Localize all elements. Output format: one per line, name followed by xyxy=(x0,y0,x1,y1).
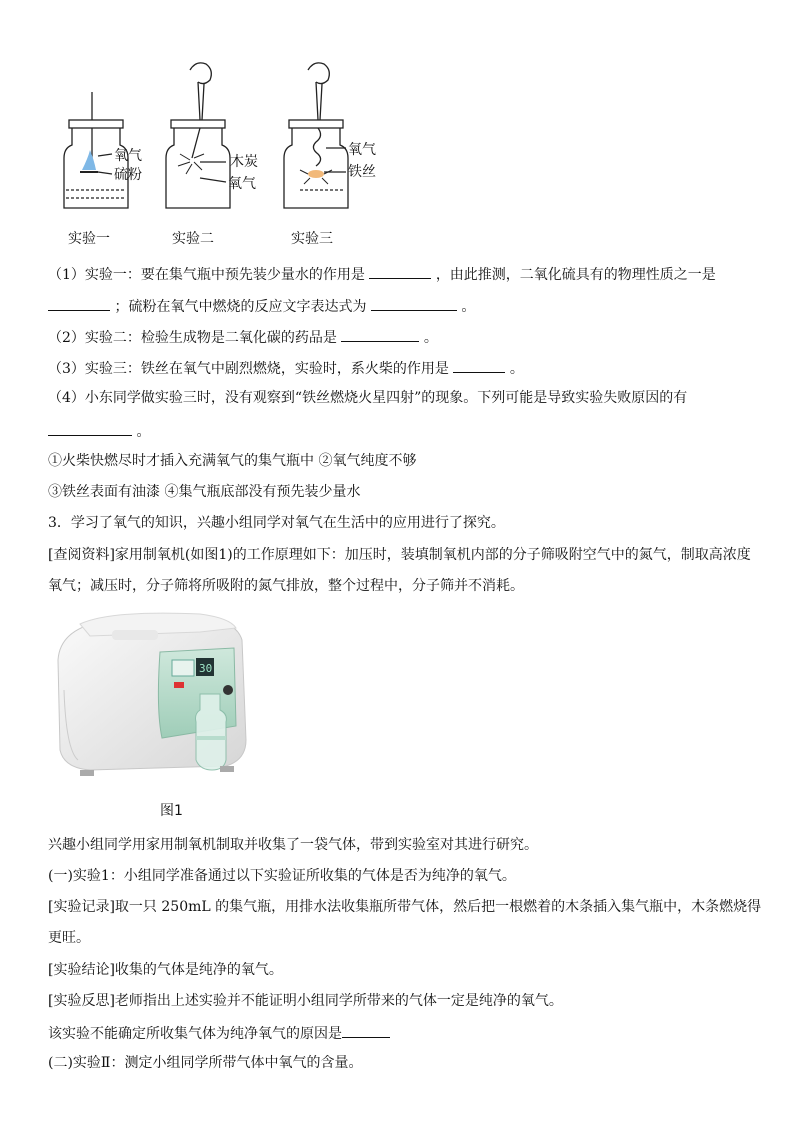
q4-text: （4）小东同学做实验三时，没有观察到“铁丝燃烧火星四射”的现象。下列可能是导致实验失败原因的有 xyxy=(48,390,688,406)
label-exp3-iron: 铁丝 xyxy=(348,164,376,180)
q2-end: 。 xyxy=(423,330,438,346)
q4-end: 。 xyxy=(136,424,151,440)
bottle-exp2 xyxy=(166,63,230,208)
caption-exp3: 实验三 xyxy=(291,231,333,247)
caption-exp2: 实验二 xyxy=(172,231,214,247)
q1-text-b: ，由此推测，二氧化硫具有的物理性质之一是 xyxy=(435,267,716,283)
p3-line-g: (二)实验Ⅱ：测定小组同学所带气体中氧气的含量。 xyxy=(48,1055,363,1071)
p3-line-f xyxy=(48,1023,390,1043)
label-exp2-charcoal: 木炭 xyxy=(230,154,258,170)
q2-blank[interactable] xyxy=(341,327,419,342)
q4-options-1: ①火柴快燃尽时才插入充满氧气的集气瓶中 ②氧气纯度不够 xyxy=(48,453,417,469)
label-exp2-oxygen: 氧气 xyxy=(228,176,256,192)
oxygen-concentrator-image xyxy=(50,610,260,790)
label-exp3-oxygen: 氧气 xyxy=(348,142,376,158)
q2-line xyxy=(48,327,438,347)
q1-blank-2[interactable] xyxy=(48,296,110,311)
q1-blank-1[interactable] xyxy=(369,264,431,279)
q1-text-a: （1）实验一：要在集气瓶中预先装少量水的作用是 xyxy=(48,267,365,283)
q4-blank[interactable] xyxy=(48,421,132,436)
q4-options-2: ③铁丝表面有油漆 ④集气瓶底部没有预先装少量水 xyxy=(48,484,361,500)
q4-answer-line xyxy=(48,421,150,441)
p3-line-a: 兴趣小组同学用家用制氧机制取并收集了一袋气体，带到实验室对其进行研究。 xyxy=(48,837,538,853)
q1-end: 。 xyxy=(461,299,476,315)
q1-text-c: ；硫粉在氧气中燃烧的反应文字表达式为 xyxy=(114,299,367,315)
p3-blank-f[interactable] xyxy=(342,1023,390,1038)
p3-line-b: (一)实验1：小组同学准备通过以下实验证所收集的气体是否为纯净的氧气。 xyxy=(48,868,516,884)
figure-1-caption: 图1 xyxy=(160,803,183,819)
p3-line-c1: [实验记录]取一只 250mL 的集气瓶，用排水法收集瓶所带气体，然后把一根燃着的木条插入集气瓶中，木条燃烧得 xyxy=(48,899,762,915)
q1-line2 xyxy=(48,296,475,316)
p3-line-d: [实验结论]收集的气体是纯净的氧气。 xyxy=(48,962,283,978)
p3-info-2: 氧气；减压时，分子筛将所吸附的氮气排放，整个过程中，分子筛并不消耗。 xyxy=(48,578,524,594)
p3-title: 3．学习了氧气的知识，兴趣小组同学对氧气在生活中的应用进行了探究。 xyxy=(48,515,505,531)
q3-line xyxy=(48,358,524,378)
bottle-exp3 xyxy=(284,63,348,208)
p3-info-1: [查阅资料]家用制氧机(如图1)的工作原理如下：加压时，装填制氧机内部的分子筛吸附空气中的氮气，制取高浓度 xyxy=(48,547,751,563)
q3-text: （3）实验三：铁丝在氧气中剧烈燃烧，实验时，系火柴的作用是 xyxy=(48,361,449,377)
p3-text-f: 该实验不能确定所收集气体为纯净氧气的原因是 xyxy=(48,1026,342,1042)
q1-blank-3[interactable] xyxy=(371,296,457,311)
q2-text: （2）实验二：检验生成物是二氧化碳的药品是 xyxy=(48,330,337,346)
device-display: 30 xyxy=(199,662,213,675)
q1-line1 xyxy=(48,264,716,284)
label-exp1-sulfur: 硫粉 xyxy=(114,167,142,183)
p3-line-c2: 更旺。 xyxy=(48,930,90,946)
caption-exp1: 实验一 xyxy=(68,231,110,247)
q3-blank[interactable] xyxy=(453,358,505,373)
p3-line-e: [实验反思]老师指出上述实验并不能证明小组同学所带来的气体一定是纯净的氧气。 xyxy=(48,993,563,1009)
label-exp1-oxygen: 氧气 xyxy=(114,148,142,164)
q4-line xyxy=(48,389,687,407)
q3-end: 。 xyxy=(509,361,524,377)
